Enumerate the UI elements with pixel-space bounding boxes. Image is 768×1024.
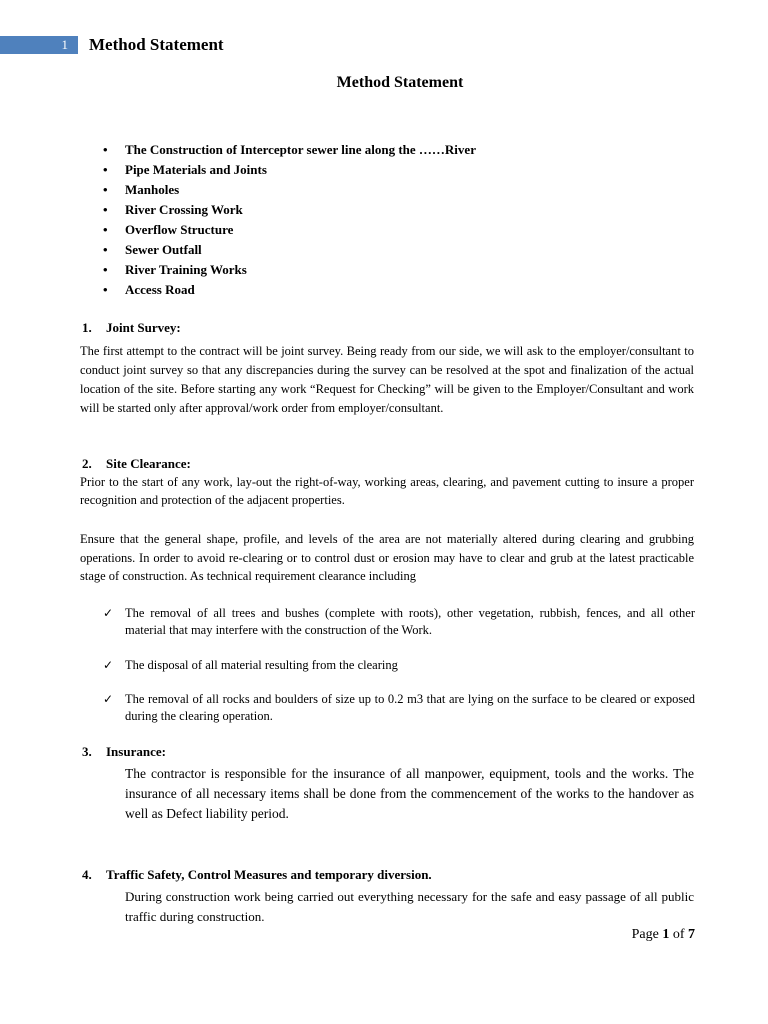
header-title: Method Statement [89,35,224,54]
list-item: • Access Road [103,280,476,300]
section-paragraph: The contractor is responsible for the insurance of all manpower, equipment, tools and the works. The insurance of all necessary items shall be done from the commencement of the works to the handover as well as Defect liability period. [125,766,694,821]
checklist [103,605,695,639]
bullet-icon: • [103,182,108,197]
document-title: Method Statement [336,74,464,91]
checklist [103,691,695,725]
bullet-icon: • [103,282,108,297]
bullet-icon: • [103,142,108,157]
section-paragraph: During construction work being carried out everything necessary for the safe and easy passage of all public traffic during construction. [125,889,694,924]
list-item: • Sewer Outfall [103,240,476,260]
bullet-icon: • [103,222,108,237]
bullet-icon: • [103,242,108,257]
list-item: • Manholes [103,180,476,200]
section-paragraph: Prior to the start of any work, lay-out the right-of-way, working areas, clearing, and pavement cutting to insure a proper recognition and protection of the adjacent properties. [80,475,694,507]
page-footer: Page 1 of 7 [631,927,695,942]
bullet-icon: • [103,202,108,217]
checkmark-icon: ✓ [103,692,114,706]
checklist [103,657,695,674]
section-heading: 4. Traffic Safety, Control Measures and temporary diversion. [82,867,432,882]
bullet-icon: • [103,162,108,177]
list-item: ✓ The removal of all trees and bushes (complete with roots), other vegetation, rubbish, fences, and all other material that may interfere with the construction of the Work. [103,606,695,637]
section-heading: 1. Joint Survey: [82,320,181,335]
section-heading: 2. Site Clearance: [82,456,191,471]
checkmark-icon: ✓ [103,658,114,672]
list-item: • Overflow Structure [103,220,476,240]
bullet-icon: • [103,262,108,277]
section-paragraph: Ensure that the general shape, profile, and levels of the area are not materially altered during clearing and grubbing operations. In order to avoid re-clearing or to control dust or erosion may have to clear and grub at the latest practicable stage of construction. As technical requirement clearance including [80,532,694,583]
list-item: • Pipe Materials and Joints [103,160,476,180]
section-paragraph: The first attempt to the contract will be joint survey. Being ready from our side, we will ask to the employer/consultant to conduct joint survey so that any discrepancies during the survey can be resolved at the spot and finalization of the actual location of the site. Before starting any work “Request for Checking” will be given to the Employer/Consultant and work will be started only after approval/work order from employer/consultant. [80,344,694,415]
topics-list [103,140,476,300]
header-page-number: 1 [0,36,78,54]
list-item: • River Training Works [103,260,476,280]
list-item: • The Construction of Interceptor sewer line along the ……River [103,140,476,160]
list-item: • River Crossing Work [103,200,476,220]
checkmark-icon: ✓ [103,606,114,620]
section-heading: 3. Insurance: [82,744,166,759]
list-item: ✓ The removal of all rocks and boulders of size up to 0.2 m3 that are lying on the surface to be cleared or exposed during the clearing operation. [103,692,695,723]
list-item: ✓ The disposal of all material resulting from the clearing [103,658,398,672]
